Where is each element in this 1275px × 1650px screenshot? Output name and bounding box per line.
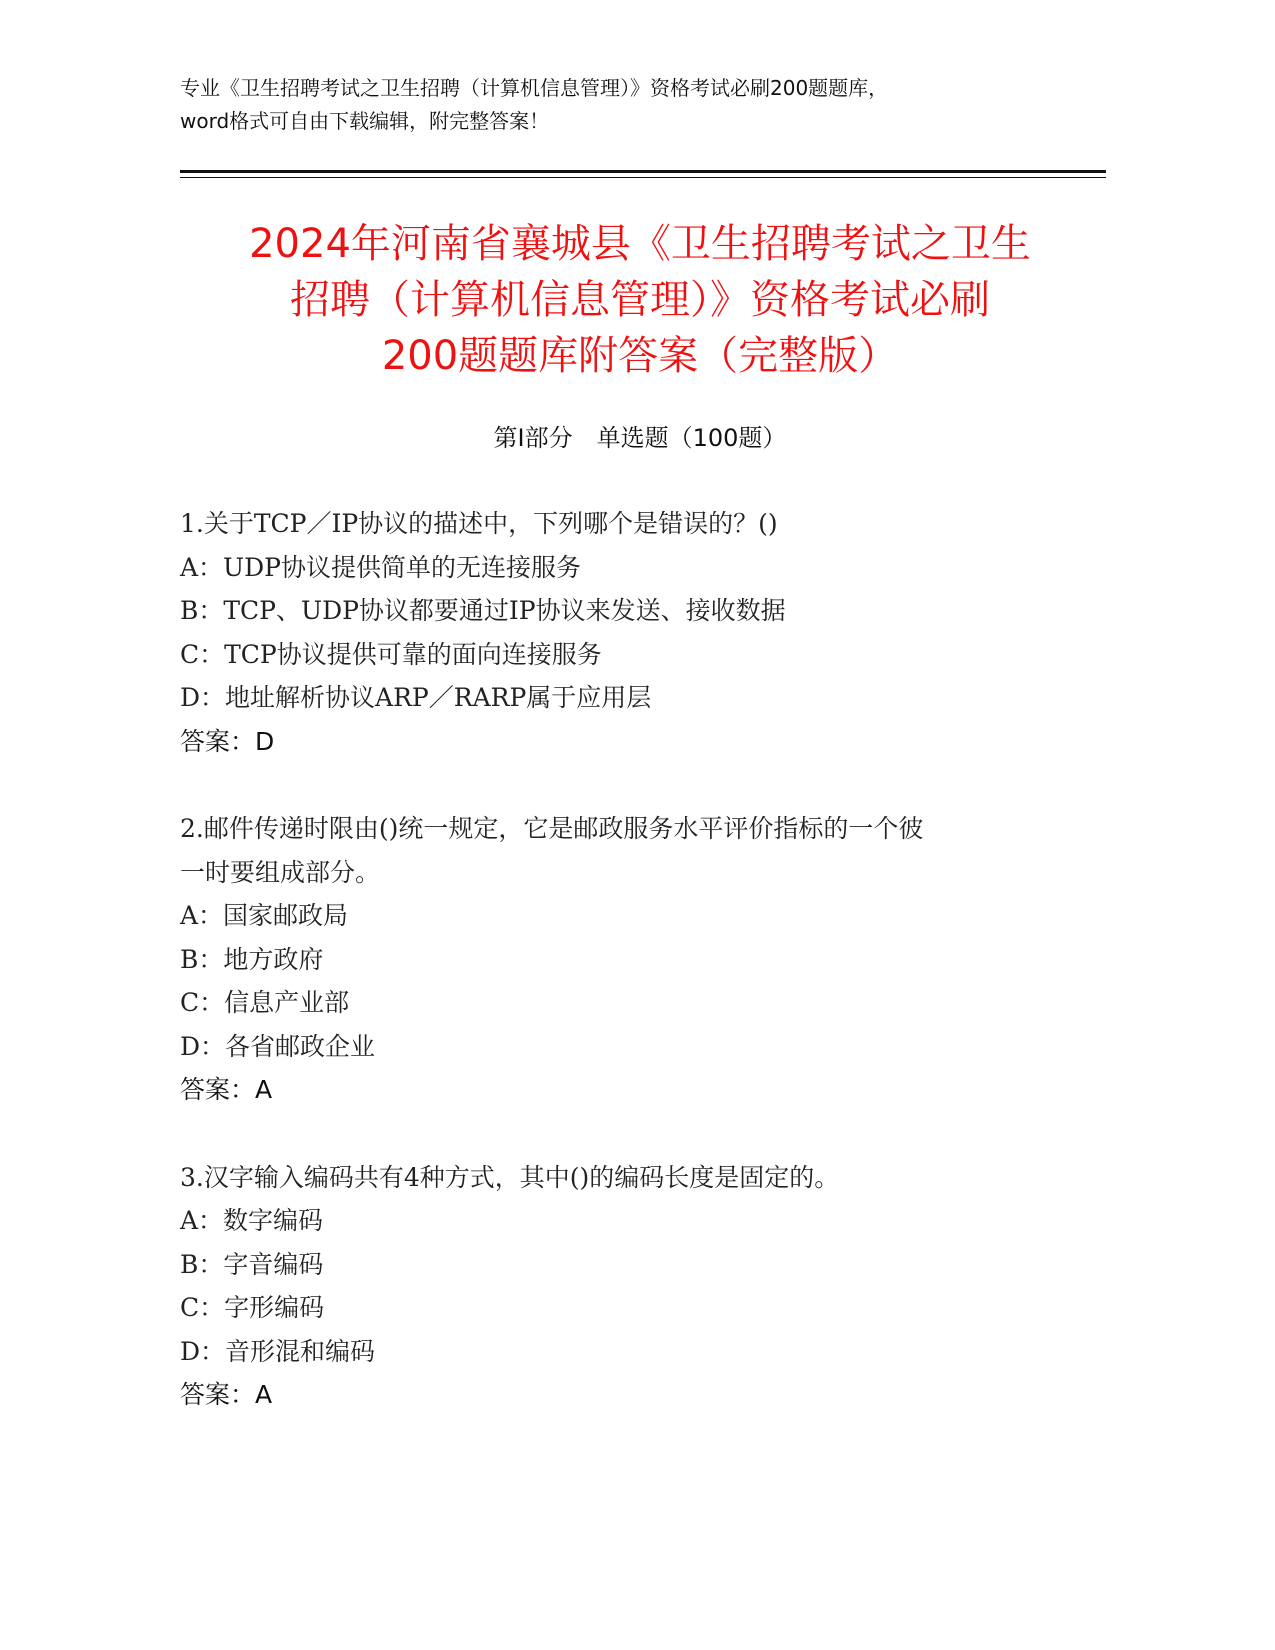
- question-stem: 1.关于TCP／IP协议的描述中，下列哪个是错误的？(): [180, 509, 778, 538]
- option-b: B：字音编码: [180, 1249, 324, 1279]
- answer-line: [180, 720, 1080, 764]
- document-title-line-2: 招聘（计算机信息管理）》资格考试必刷: [290, 277, 990, 323]
- question-stem: 3.汉字输入编码共有4种方式，其中()的编码长度是固定的。: [180, 1162, 840, 1192]
- question-2: [180, 807, 1080, 1112]
- section-heading: 第Ⅰ部分 单选题（100题）: [493, 424, 787, 452]
- option-c: C：字形编码: [180, 1293, 325, 1322]
- document-title-line-1: 2024年河南省襄城县《卫生招聘考试之卫生: [249, 221, 1031, 267]
- option-c: C：信息产业部: [180, 988, 350, 1017]
- question-3: [180, 1156, 1080, 1417]
- header-note-line-2: word格式可自由下载编辑，附完整答案！: [180, 109, 550, 133]
- option-b: B：地方政府: [180, 944, 324, 974]
- option-b: B：TCP、UDP协议都要通过IP协议来发送、接收数据: [180, 596, 786, 625]
- question-stem-continued: 一时要组成部分。: [180, 857, 381, 887]
- option-d: D：地址解析协议ARP／RARP属于应用层: [180, 683, 652, 712]
- answer-label: 答案：: [180, 1075, 256, 1104]
- header-divider-thin: [180, 177, 1106, 178]
- answer-line: [180, 1068, 1080, 1112]
- option-a: A：UDP协议提供简单的无连接服务: [180, 552, 581, 582]
- question-list: [180, 502, 1080, 1417]
- answer-value: A: [255, 1380, 273, 1409]
- option-a: A：数字编码: [180, 1206, 324, 1235]
- header-note-line-1: 专业《卫生招聘考试之卫生招聘（计算机信息管理）》资格考试必刷200题题库，: [180, 76, 889, 100]
- option-d: D：音形混和编码: [180, 1336, 376, 1366]
- document-title-line-3: 200题题库附答案（完整版）: [381, 333, 899, 379]
- question-1: [180, 502, 1080, 763]
- document-title: [170, 216, 1110, 384]
- answer-value: D: [255, 726, 275, 756]
- option-d: D：各省邮政企业: [180, 1031, 376, 1061]
- answer-line: [180, 1373, 1080, 1417]
- option-c: C：TCP协议提供可靠的面向连接服务: [180, 639, 602, 669]
- header-note: [180, 72, 1100, 138]
- question-stem: 2.邮件传递时限由()统一规定，它是邮政服务水平评价指标的一个彼: [180, 814, 924, 843]
- answer-label: 答案：: [180, 726, 256, 756]
- option-a: A：国家邮政局: [180, 901, 349, 930]
- header-divider-thick: [180, 170, 1106, 173]
- answer-value: A: [255, 1075, 273, 1104]
- answer-label: 答案：: [180, 1380, 256, 1409]
